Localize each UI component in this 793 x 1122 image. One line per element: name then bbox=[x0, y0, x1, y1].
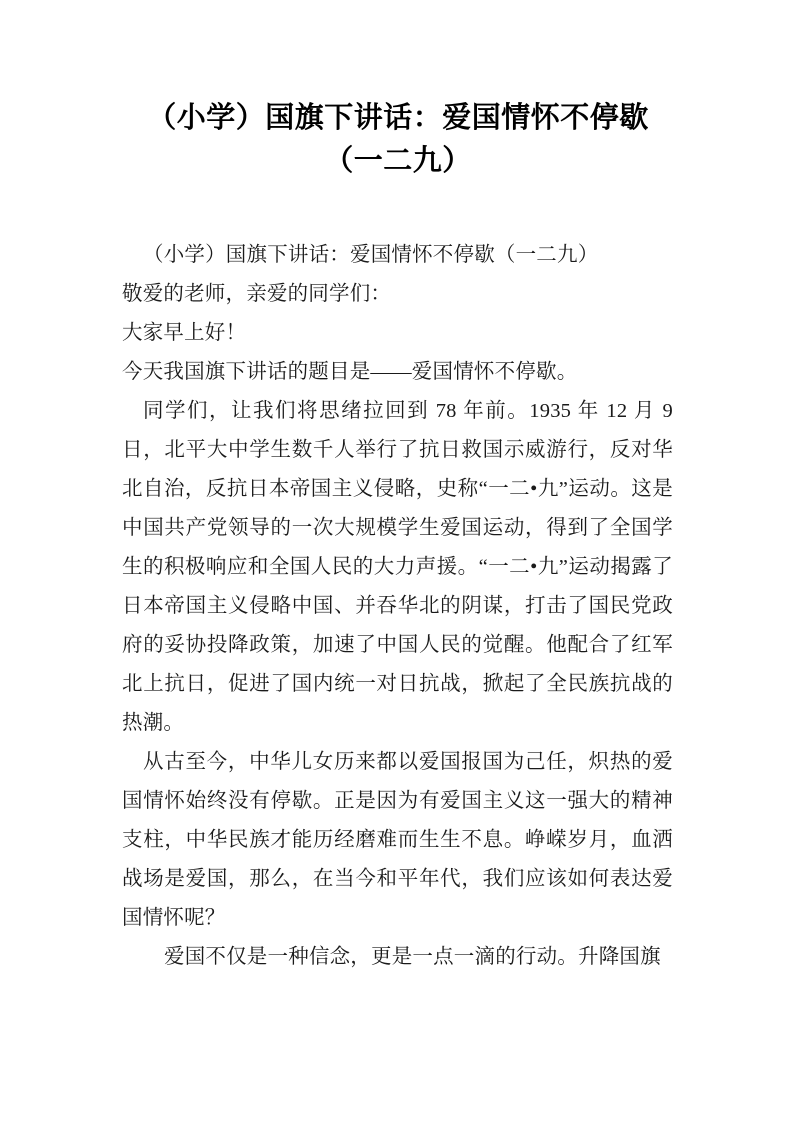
paragraph-topic: 今天我国旗下讲话的题目是——爱国情怀不停歇。 bbox=[122, 361, 578, 383]
document-body bbox=[122, 236, 673, 977]
paragraph-salutation: 敬爱的老师，亲爱的同学们： bbox=[122, 283, 392, 305]
paragraph-action: 爱国不仅是一种信念，更是一点一滴的行动。升降国旗 bbox=[164, 946, 661, 968]
paragraph-heading-repeat: （小学）国旗下讲话：爱国情怀不停歇（一二九） bbox=[143, 244, 599, 266]
paragraph-greeting: 大家早上好！ bbox=[122, 322, 247, 344]
paragraph-history: 同学们，让我们将思绪拉回到 78 年前。1935 年 12 月 9 日，北平大中学生数千人举行了抗日救国示威游行，反对华北自治，反抗日本帝国主义侵略，史称“一二•九”运动。这是中国共产党领导的一次大规模学生爱国运动，得到了全国学生的积极响应和全国人民的大力声援。“一二•九”运动揭露了日本帝国主义侵略中国、并吞华北的阴谋，打击了国民党政府的妥协投降政策，加速了中国人民的觉醒。他配合了红军北上抗日，促进了国内统一对日抗战，掀起了全民族抗战的热潮。 bbox=[122, 400, 673, 734]
paragraph-patriotism: 从古至今，中华儿女历来都以爱国报国为己任，炽热的爱国情怀始终没有停歇。正是因为有爱国主义这一强大的精神支柱，中华民族才能历经磨难而生生不息。峥嵘岁月，血洒战场是爱国，那么，在当今和平年代，我们应该如何表达爱国情怀呢？ bbox=[122, 751, 673, 929]
page-title: （小学）国旗下讲话：爱国情怀不停歇（一二九） bbox=[147, 100, 649, 177]
